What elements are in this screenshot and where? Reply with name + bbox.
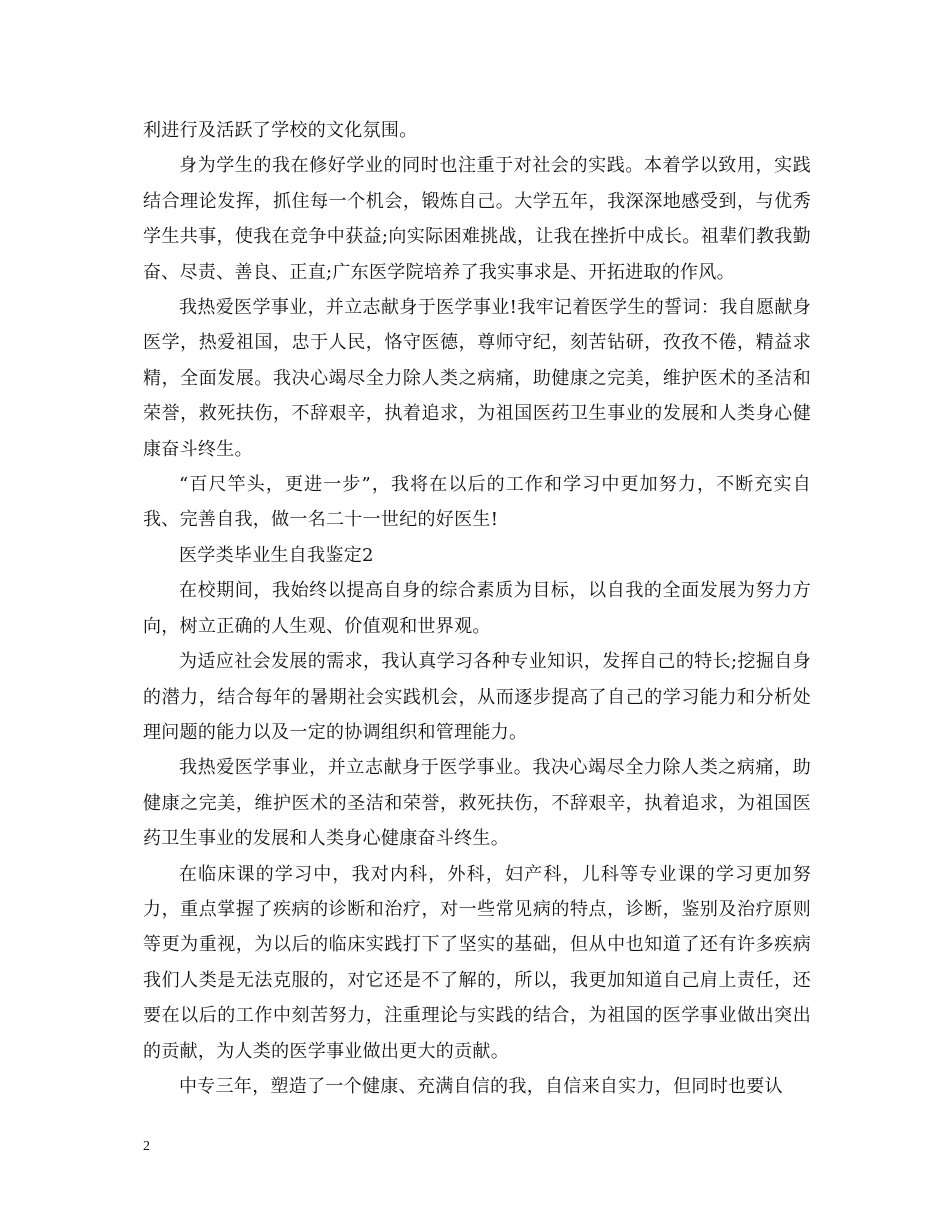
page-number: 2: [143, 1139, 150, 1154]
section-heading: 医学类毕业生自我鉴定2: [179, 544, 374, 566]
paragraph-medical-oath: 我热爱医学事业，并立志献身于医学事业!我牢记着医学生的誓词：我自愿献身医学，热爱祖国，忠于人民，恪守医德，尊师守纪，刻苦钻研，孜孜不倦，精益求精，全面发展。我决心竭尽全力除人类之病痛，助健康之完美，维护医术的圣洁和荣誉，救死扶伤，不辞艰辛，执着追求，为祖国医药卫生事业的发展和人类身心健康奋斗终生。: [143, 297, 811, 460]
paragraph-professional-study: 为适应社会发展的需求，我认真学习各种专业知识，发挥自己的特长;挖掘自身的潜力，结合每年的暑期社会实践机会，从而逐步提高了自己的学习能力和分析处理问题的能力以及一定的协调组织和管理能力。: [143, 651, 811, 743]
paragraph-dedication: 我热爱医学事业，并立志献身于医学事业。我决心竭尽全力除人类之病痛，助健康之完美，维护医术的圣洁和荣誉，救死扶伤，不辞艰辛，执着追求，为祖国医药卫生事业的发展和人类身心健康奋斗终生。: [143, 757, 811, 850]
paragraph-clinical-study: 在临床课的学习中，我对内科，外科，妇产科，儿科等专业课的学习更加努力，重点掌握了疾病的诊断和治疗，对一些常见病的特点，诊断，鉴别及治疗原则等更为重视，为以后的临床实践打下了坚实的基础，但从中也知道了还有许多疾病我们人类是无法克服的，对它还是不了解的，所以，我更加知道自己肩上责任，还要在以后的工作中刻苦努力，注重理论与实践的结合，为祖国的医学事业做出突出的贡献，为人类的医学事业做出更大的贡献。: [143, 863, 811, 1062]
paragraph-secondary-school: 中专三年，塑造了一个健康、充满自信的我，自信来自实力，但同时也要认: [179, 1075, 783, 1097]
paragraph-further-effort: “百尺竿头，更进一步”，我将在以后的工作和学习中更加努力，不断充实自我、完善自我，做一名二十一世纪的好医生!: [143, 474, 811, 531]
paragraph-school-period: 在校期间，我始终以提高自身的综合素质为目标，以自我的全面发展为努力方向，树立正确的人生观、价值观和世界观。: [143, 580, 811, 637]
document-body: [143, 113, 811, 1104]
paragraph-continuation: 利进行及活跃了学校的文化氛围。: [143, 120, 418, 141]
paragraph-social-practice: 身为学生的我在修好学业的同时也注重于对社会的实践。本着学以致用，实践结合理论发挥，抓住每一个机会，锻炼自己。大学五年，我深深地感受到，与优秀学生共事，使我在竞争中获益;向实际困难挑战，让我在挫折中成长。祖辈们教我勤奋、尽责、善良、正直;广东医学院培养了我实事求是、开拓进取的作风。: [143, 155, 811, 283]
